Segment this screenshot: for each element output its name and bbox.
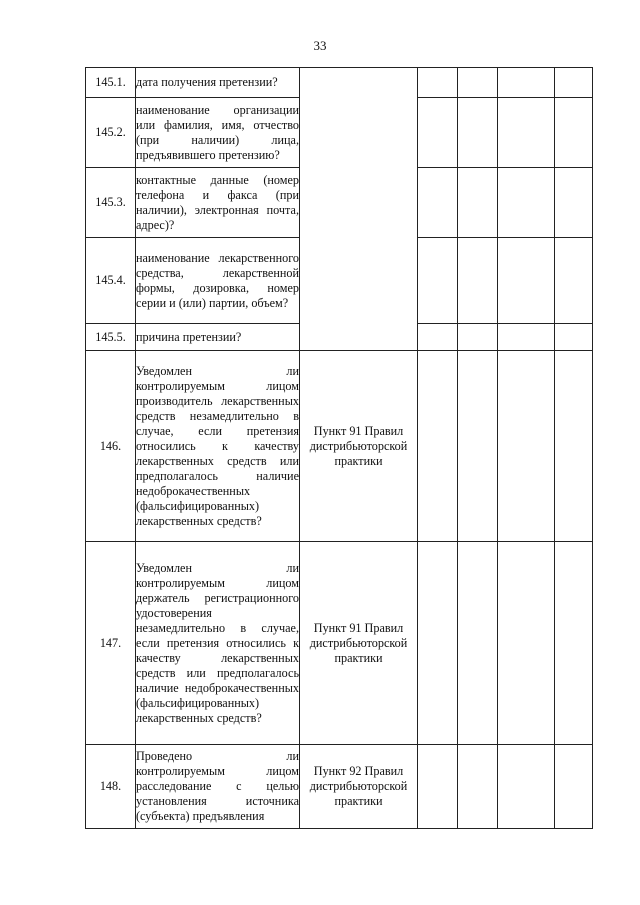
answer-cell-no bbox=[458, 745, 498, 829]
answer-cell-note bbox=[555, 98, 593, 168]
answer-cell-yes bbox=[418, 745, 458, 829]
answer-cell-na bbox=[498, 98, 555, 168]
answer-cell-no bbox=[458, 351, 498, 542]
answer-cell-na bbox=[498, 238, 555, 324]
table-row bbox=[86, 542, 593, 745]
answer-cell-note bbox=[555, 238, 593, 324]
row-question: контактные данные (номер телефона и факса (при наличии), электронная почта, адрес)? bbox=[136, 168, 300, 238]
answer-cell-na bbox=[498, 168, 555, 238]
row-reference: Пункт 91 Правил дистрибьюторской практики bbox=[300, 542, 418, 745]
answer-cell-na bbox=[498, 351, 555, 542]
answer-cell-yes bbox=[418, 98, 458, 168]
table-row bbox=[86, 351, 593, 542]
table-row bbox=[86, 745, 593, 829]
answer-cell-note bbox=[555, 351, 593, 542]
row-number: 145.4. bbox=[86, 238, 136, 324]
row-question: наименование организации или фамилия, имя, отчество (при наличии) лица, предъявившего претензию? bbox=[136, 98, 300, 168]
answer-cell-no bbox=[458, 238, 498, 324]
page-number: 33 bbox=[313, 38, 327, 53]
answer-cell-no bbox=[458, 168, 498, 238]
answer-cell-note bbox=[555, 68, 593, 98]
answer-cell-na bbox=[498, 745, 555, 829]
row-question: Уведомлен ли контролируемым лицом держатель регистрационного удостоверения незамедлительно в случае, если претензия относились к качеству лекарственных средств или предполагалось наличие недоброкачественных (фальсифицированных) лекарственных средств? bbox=[136, 542, 300, 745]
answer-cell-na bbox=[498, 324, 555, 351]
answer-cell-no bbox=[458, 68, 498, 98]
answer-cell-no bbox=[458, 98, 498, 168]
row-number: 148. bbox=[86, 745, 136, 829]
inspection-table bbox=[85, 67, 593, 829]
answer-cell-note bbox=[555, 542, 593, 745]
row-question: наименование лекарственного средства, лекарственной формы, дозировка, номер серии и (или) партии, объем? bbox=[136, 238, 300, 324]
row-number: 145.3. bbox=[86, 168, 136, 238]
answer-cell-yes bbox=[418, 324, 458, 351]
row-question: дата получения претензии? bbox=[136, 68, 300, 98]
answer-cell-yes bbox=[418, 542, 458, 745]
row-reference: Пункт 92 Правил дистрибьюторской практики bbox=[300, 745, 418, 829]
answer-cell-note bbox=[555, 168, 593, 238]
answer-cell-note bbox=[555, 745, 593, 829]
row-number: 145.1. bbox=[86, 68, 136, 98]
answer-cell-yes bbox=[418, 68, 458, 98]
answer-cell-yes bbox=[418, 238, 458, 324]
row-number: 145.2. bbox=[86, 98, 136, 168]
row-number: 147. bbox=[86, 542, 136, 745]
answer-cell-na bbox=[498, 542, 555, 745]
row-number: 146. bbox=[86, 351, 136, 542]
answer-cell-no bbox=[458, 324, 498, 351]
row-reference: Пункт 91 Правил дистрибьюторской практики bbox=[300, 351, 418, 542]
table-row bbox=[86, 68, 593, 98]
row-reference bbox=[300, 68, 418, 351]
answer-cell-na bbox=[498, 68, 555, 98]
answer-cell-no bbox=[458, 542, 498, 745]
row-number: 145.5. bbox=[86, 324, 136, 351]
row-question: Уведомлен ли контролируемым лицом производитель лекарственных средств незамедлительно в случае, если претензия относились к качеству лекарственных средств или предполагалось наличие недоброкачественных (фальсифицированных) лекарственных средств? bbox=[136, 351, 300, 542]
row-question: причина претензии? bbox=[136, 324, 300, 351]
answer-cell-yes bbox=[418, 351, 458, 542]
answer-cell-yes bbox=[418, 168, 458, 238]
answer-cell-note bbox=[555, 324, 593, 351]
row-question: Проведено ли контролируемым лицом расследование с целью установления источника (субъекта) предъявления bbox=[136, 745, 300, 829]
